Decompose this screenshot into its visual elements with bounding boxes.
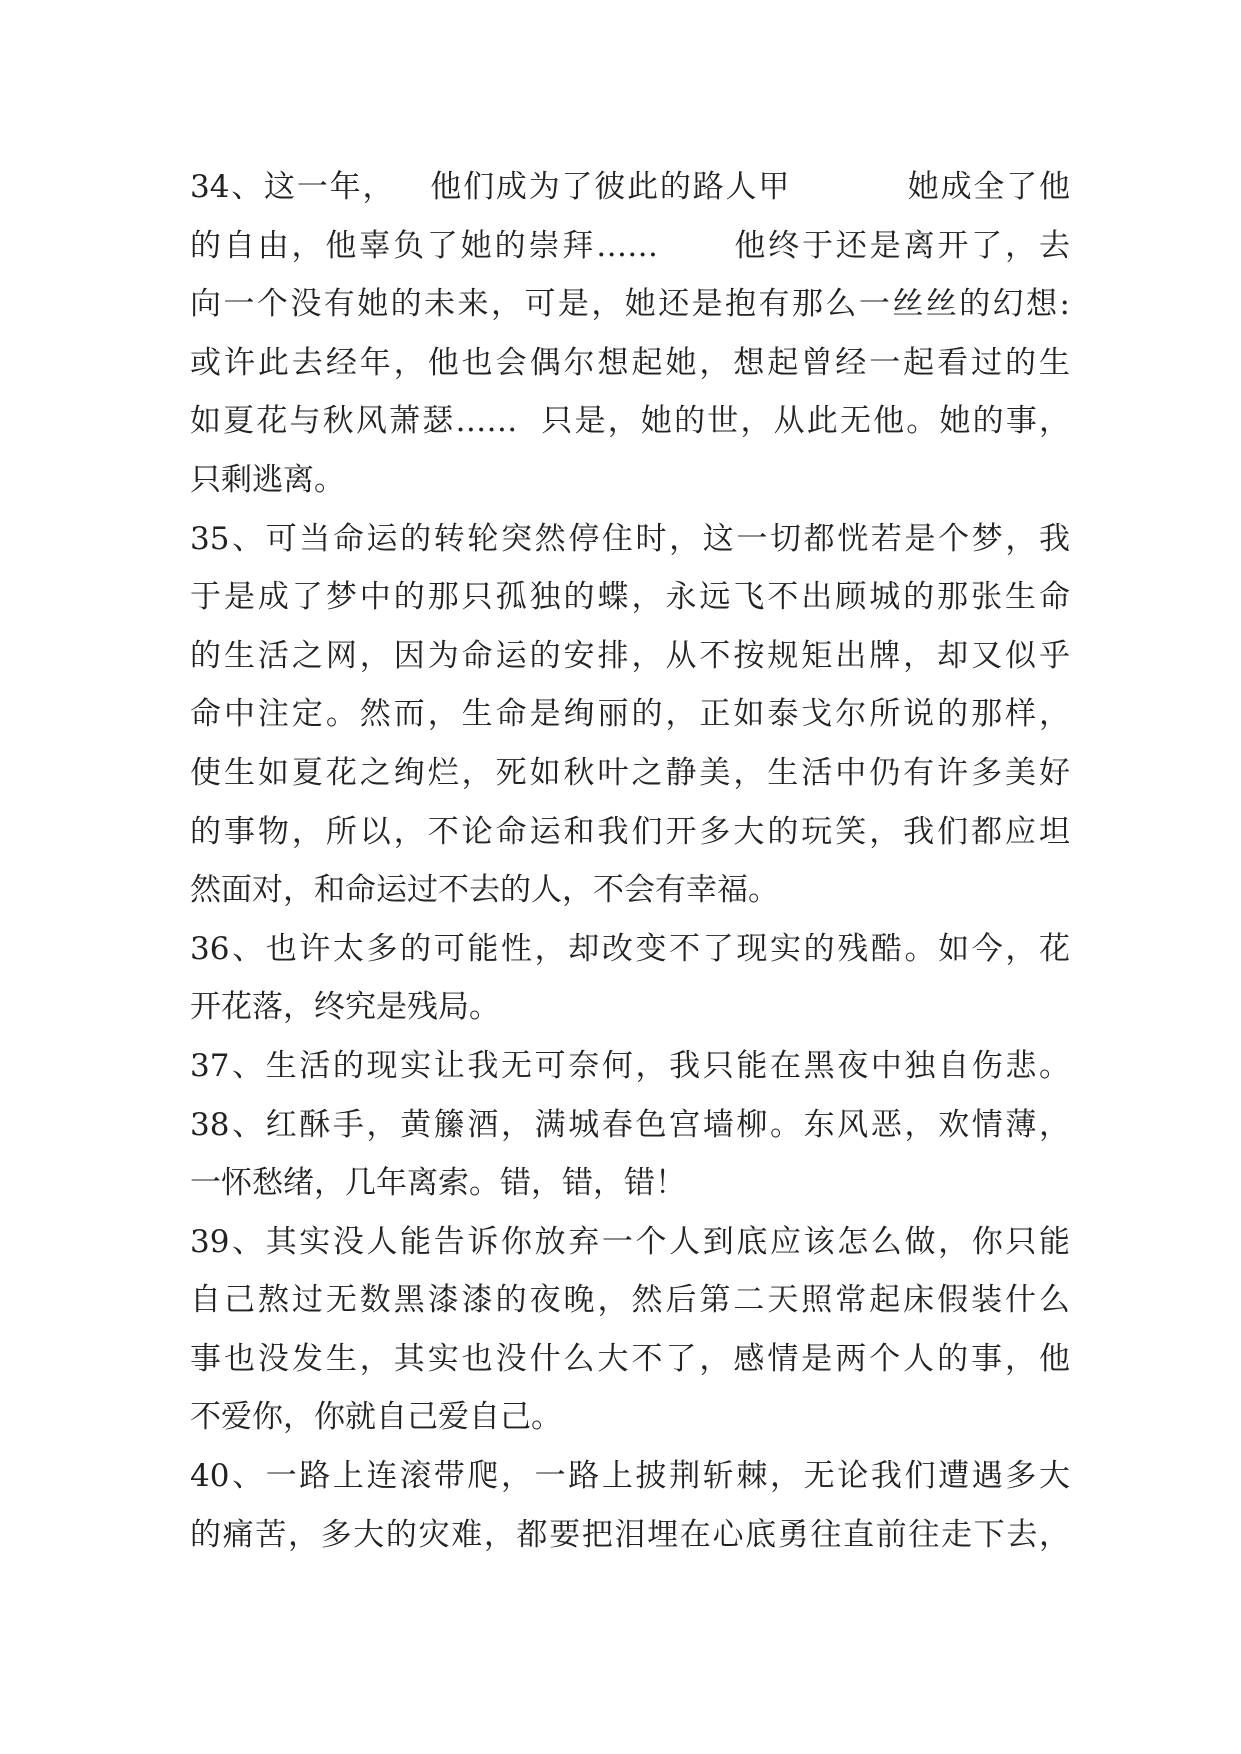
text-line: 事也没发生，其实也没什么大不了，感情是两个人的事，他 bbox=[190, 1340, 1070, 1377]
text-line: 于是成了梦中的那只孤独的蝶，永远飞不出顾城的那张生命 bbox=[190, 579, 1070, 616]
text-line: 的自由，他辜负了她的崇拜…… 他终于还是离开了，去 bbox=[190, 227, 1070, 264]
text-line: 或许此去经年，他也会偶尔想起她，想起曾经一起看过的生 bbox=[190, 344, 1070, 381]
text-line: 的痛苦，多大的灾难，都要把泪埋在心底勇往直前往走下去， bbox=[190, 1516, 1070, 1553]
document-body bbox=[190, 158, 1070, 1564]
text-line: 自己熬过无数黑漆漆的夜晚，然后第二天照常起床假装什么 bbox=[190, 1282, 1070, 1319]
text-line: 只剩逃离。 bbox=[190, 461, 345, 498]
text-line: 不爱你，你就自己爱自己。 bbox=[190, 1399, 562, 1436]
text-line: 如夏花与秋风萧瑟…… 只是，她的世，从此无他。她的事， bbox=[190, 403, 1070, 440]
text-line: 向一个没有她的未来，可是，她还是抱有那么一丝丝的幻想: bbox=[190, 286, 1070, 323]
text-line: 然面对，和命运过不去的人，不会有幸福。 bbox=[190, 872, 779, 909]
text-line: 36、也许太多的可能性，却改变不了现实的残酷。如今，花 bbox=[190, 930, 1070, 967]
text-line: 40、一路上连滚带爬，一路上披荆斩棘，无论我们遭遇多大 bbox=[190, 1458, 1070, 1495]
text-line: 的事物，所以，不论命运和我们开多大的玩笑，我们都应坦 bbox=[190, 813, 1070, 850]
text-line: 37、生活的现实让我无可奈何，我只能在黑夜中独自伤悲。 bbox=[190, 1047, 1070, 1084]
text-line: 一怀愁绪，几年离索。错，错，错！ bbox=[190, 1165, 686, 1202]
text-line: 的生活之网，因为命运的安排，从不按规矩出牌，却又似乎 bbox=[190, 637, 1070, 674]
text-line: 35、可当命运的转轮突然停住时，这一切都恍若是个梦，我 bbox=[190, 520, 1070, 557]
text-line: 39、其实没人能告诉你放弃一个人到底应该怎么做，你只能 bbox=[190, 1223, 1070, 1260]
text-line: 34、这一年， 他们成为了彼此的路人甲 她成全了他 bbox=[190, 169, 1070, 205]
text-line: 38、红酥手，黄籘酒，满城春色宫墙柳。东风恶，欢情薄， bbox=[190, 1106, 1070, 1143]
text-line: 命中注定。然而，生命是绚丽的，正如泰戈尔所说的那样， bbox=[190, 696, 1070, 733]
text-line: 使生如夏花之绚烂，死如秋叶之静美，生活中仍有许多美好 bbox=[190, 754, 1070, 791]
text-line: 开花落，终究是残局。 bbox=[190, 989, 500, 1026]
